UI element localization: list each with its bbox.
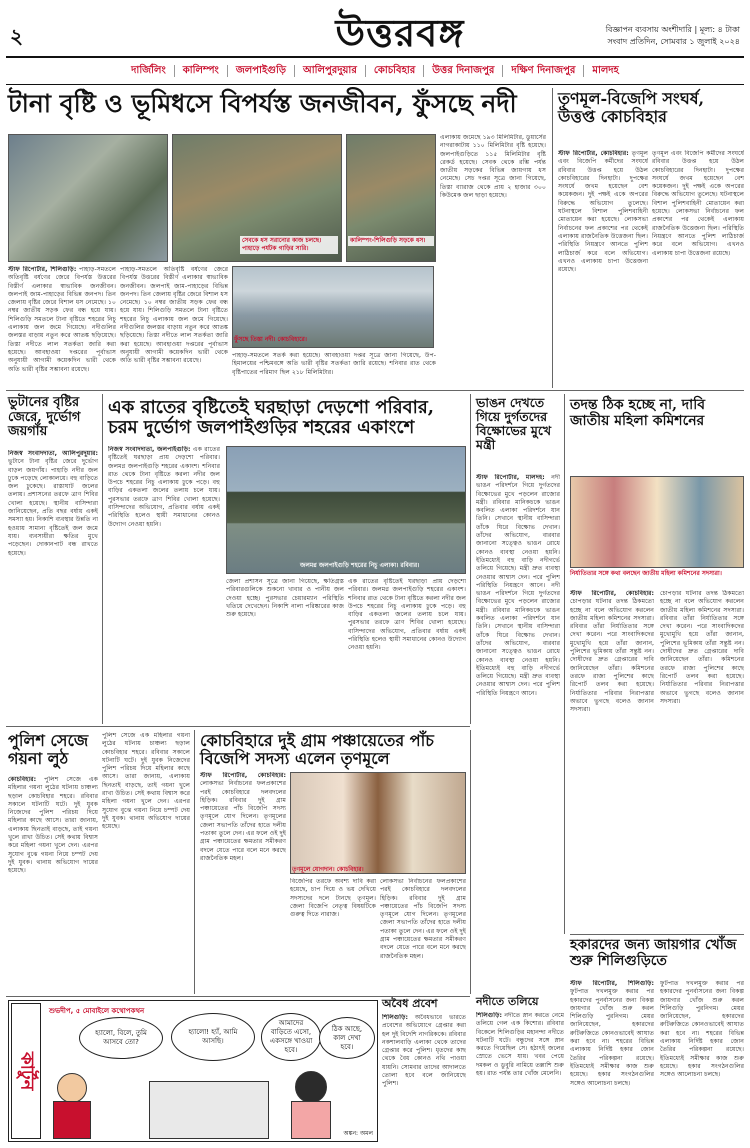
top-info bbox=[606, 24, 740, 48]
nav-item-jalpaiguri[interactable]: জলপাইগুড়ি bbox=[235, 64, 287, 76]
cartoon-strip bbox=[8, 1000, 378, 1142]
column-divider bbox=[194, 730, 195, 994]
column-divider bbox=[102, 394, 103, 724]
police-body-col2: পুলিশ সেজে এক মহিলার গয়না লুঠের ঘটনায় চাঞ্চল্য ছড়াল কোচবিহার শহরে। রবিবার সকালে ঘটনাটি ঘটে। দুই যুবক নিজেদের পুলিশ পরিচয় দিয়ে মহিলার কাছে আসে। তারা জানায়, এলাকায় ছিনতাই বাড়ছে, তাই গয়না খুলে রাখা উচিত। সেই কথায় বিশ্বাস করে মহিলা গয়না খুলে দেন। এরপর সুযোগ বুঝে গয়না নিয়ে চম্পট দেয় দুই যুবক। থানায় অভিযোগ দায়ের হয়েছে। bbox=[102, 732, 190, 831]
nadi-body bbox=[476, 1012, 564, 1142]
district-nav bbox=[0, 60, 750, 82]
bhutan-body-text: ভুটানে টানা বৃষ্টির জেরে দুর্ভোগ বাড়ল জয়গাঁয়। পাহাড়ি নদীর জল ঢুকে পড়েছে লোকালয়ে। বহু বাড়িতে জল ঢুকেছে। রাস্তাঘাট জলের তলায়। প্রশাসনের তরফে ত্রাণ শিবির খোলা হয়েছে। স্থানীয় বাসিন্দারা জানিয়েছেন, প্রতি বছর বর্ষায় একই সমস্যা হয়। নিকাশি ব্যবস্থার উন্নতি না হওয়ায় সামান্য বৃষ্টিতেই জল জমে যায়। ব্যবসায়ীরা ক্ষতির মুখে পড়েছেন। দোকানপাট বন্ধ রাখতে হয়েছে। bbox=[8, 458, 98, 557]
section-rule-3 bbox=[570, 934, 744, 935]
commission-body-col2: চোপড়ার ঘটনার তদন্ত ঠিকমতো হচ্ছে না বলে অভিযোগ করলেন জাতীয় মহিলা কমিশনের সদস্যরা। রবিবার তাঁরা নির্যাতিতার সঙ্গে দেখা করেন। পরে সাংবাদিকদের মুখোমুখি হয়ে তাঁরা জানান, পুলিশের ভূমিকায় তাঁরা সন্তুষ্ট নন। দোষীদের দ্রুত গ্রেপ্তারের দাবি জানিয়েছেন তাঁরা। কমিশনের তরফে রাজ্য পুলিশের কাছে রিপোর্ট তলব করা হয়েছে। নির্যাতিতার পরিবার নিরাপত্তার অভাবে ভুগছে বলেও জানান সদস্যরা। bbox=[660, 590, 744, 705]
police-dateline: কোচবিহার: bbox=[8, 776, 37, 783]
bjp-dateline: স্টাফ রিপোর্টার, কোচবিহার: bbox=[200, 772, 286, 779]
hawkers-body-col2: ফুটপাত দখলমুক্ত করার পর হকারদের পুনর্বাসনের জন্য বিকল্প জায়গার খোঁজ শুরু করল শিলিগুড়ি পুরনিগম। মেয়র জানিয়েছেন, হকারদের রুটিরুজিতে কোনওভাবেই আঘাত করা হবে না। শহরের বিভিন্ন এলাকায় নির্দিষ্ট হকার জোন তৈরির পরিকল্পনা রয়েছে। ইতিমধ্যেই সমীক্ষার কাজ শুরু হয়েছে। হকার সংগঠনগুলির সঙ্গেও আলোচনা চলছে। bbox=[660, 980, 744, 1079]
cartoon-character-2 bbox=[295, 1071, 327, 1103]
minister-body-text-cont: নদী ভাঙন পরিদর্শনে গিয়ে দুর্গতদের বিক্ষোভের মুখে পড়লেন রাজ্যের মন্ত্রী। রবিবার মানিকচকে ভাঙন কবলিত এলাকা পরিদর্শনে যান তিনি। সেখানে স্থানীয় বাসিন্দারা তাঁকে ঘিরে বিক্ষোভ দেখান। তাঁদের অভিযোগ, বারবার জানানো সত্ত্বেও ভাঙন রোধে কোনও ব্যবস্থা নেওয়া হয়নি। ইতিমধ্যেই বহু বাড়ি নদীগর্ভে তলিয়ে গিয়েছে। মন্ত্রী দ্রুত ব্যবস্থা নেওয়ার আশ্বাস দেন। পরে পুলিশ পরিস্থিতি নিয়ন্ত্রণে আনে। bbox=[476, 581, 560, 697]
commission-photo bbox=[570, 476, 744, 568]
info-line-2: সংবাদ প্রতিদিন, সোমবার ১ জুলাই ২০২৪ bbox=[607, 37, 740, 46]
right-top-body-col2: তৃণমূল এবং বিজেপি কর্মীদের সংঘর্ষে রবিবার উত্তপ্ত হয়ে উঠল কোচবিহারের দিনহাটা। দুপক্ষের সংঘর্ষে জখম হয়েছেন বেশ কয়েকজন। দুই পক্ষই একে অপরের বিরুদ্ধে অভিযোগ তুলেছে। ঘটনাস্থলে বিশাল পুলিশবাহিনী মোতায়েন করা হয়েছে। লোকসভা নির্বাচনের ফল প্রকাশের পর থেকেই এলাকায় রাজনৈতিক উত্তেজনা ছিল। পরিস্থিতি নিয়ন্ত্রণে আনতে পুলিশ লাঠিচার্জ করে বলে অভিযোগ। এখনও এলাকায় চাপা উত্তেজনা রয়েছে। bbox=[652, 150, 744, 257]
jalpaiguri-body-col2: জেলা প্রশাসন সূত্রে জানা গিয়েছে, ক্ষতিগ্রস্ত পরিবারগুলিকে শুকনো খাবার ও পানীয় জল দেওয়া হচ্ছে। পুরসভার চেয়ারম্যান পরিস্থিতি খতিয়ে দেখেছেন। নিকাশি নালা পরিষ্কারের কাজ শুরু হয়েছে। bbox=[226, 578, 344, 619]
info-line-1: বিজ্ঞাপন ব্যবসায় অংশীদারি | মূল্য: ৪ টাকা bbox=[605, 25, 740, 34]
jalpaiguri-body: এক রাতের বৃষ্টিতেই ঘরছাড়া প্রায় দেড়শো পরিবার। জলমগ্ন জলপাইগুড়ি শহরের একাংশ। শনিবার রাত থেকে টানা বৃষ্টিতে করলা নদীর জল উপচে শহরের নিচু এলাকায় ঢুকে পড়ে। বহু বাড়ির একতলা জলের তলায় চলে যায়। পুরসভার তরফে ত্রাণ শিবির খোলা হয়েছে। বাসিন্দাদের অভিযোগ, প্রতিবার বর্ষায় একই পরিস্থিতি হলেও স্থায়ী সমাধানের কোনও উদ্যোগ নেওয়া হয়নি। bbox=[108, 446, 220, 528]
hawkers-body: ফুটপাত দখলমুক্ত করার পর হকারদের পুনর্বাসনের জন্য বিকল্প জায়গার খোঁজ শুরু করল শিলিগুড়ি পুরনিগম। মেয়র জানিয়েছেন, হকারদের রুটিরুজিতে কোনওভাবেই আঘাত করা হবে না। শহরের বিভিন্ন এলাকায় নির্দিষ্ট হকার জোন তৈরির পরিকল্পনা রয়েছে। ইতিমধ্যেই সমীক্ষার কাজ শুরু হয়েছে। হকার সংগঠনগুলির সঙ্গেও আলোচনা চলছে। bbox=[570, 988, 654, 1087]
right-top-headline: তৃণমূল-বিজেপি সংঘর্ষ, উত্তপ্ত কোচবিহার bbox=[558, 89, 705, 126]
abaidh-dateline: শিলিগুড়ি: bbox=[382, 1014, 408, 1021]
jalpaiguri-body-col1 bbox=[108, 446, 220, 722]
nav-separator bbox=[502, 65, 503, 77]
minister-dateline: স্টাফ রিপোর্টার, মালদহ: bbox=[476, 474, 545, 481]
hawkers-dateline: স্টাফ রিপোর্টার, শিলিগুড়ি: bbox=[570, 980, 654, 987]
jalpaiguri-photo bbox=[226, 446, 466, 574]
minister-body-text: নদী ভাঙন পরিদর্শনে গিয়ে দুর্গতদের বিক্ষোভের মুখে পড়লেন রাজ্যের মন্ত্রী। রবিবার মানিকচকে ভাঙন কবলিত এলাকা পরিদর্শনে যান তিনি। সেখানে স্থানীয় বাসিন্দারা তাঁকে ঘিরে বিক্ষোভ দেখান। তাঁদের অভিযোগ, বারবার জানানো সত্ত্বেও ভাঙন রোধে কোনও ব্যবস্থা নেওয়া হয়নি। ইতিমধ্যেই বহু বাড়ি নদীগর্ভে তলিয়ে গিয়েছে। মন্ত্রী দ্রুত ব্যবস্থা নেওয়ার আশ্বাস দেন। পরে পুলিশ পরিস্থিতি নিয়ন্ত্রণে আনে। bbox=[476, 474, 560, 589]
masthead: উত্তরবঙ্গ bbox=[335, 10, 465, 55]
bjp-body-col1 bbox=[200, 772, 286, 992]
bhutan-body bbox=[8, 450, 98, 720]
minister-body bbox=[476, 474, 560, 992]
lead-river-caption: ফুঁসছে তিস্তা নদী। কোচবিহারে। bbox=[234, 336, 307, 343]
abaidh-headline: অবৈধ প্রবেশ bbox=[382, 997, 438, 1010]
nav-separator bbox=[294, 65, 295, 77]
jalpaiguri-headline: এক রাতের বৃষ্টিতেই ঘরছাড়া দেড়শো পরিবার, চরম দুর্ভোগ জলপাইগুড়ির শহরের একাংশে bbox=[108, 397, 435, 439]
commission-body: চোপড়ার ঘটনার তদন্ত ঠিকমতো হচ্ছে না বলে অভিযোগ করলেন জাতীয় মহিলা কমিশনের সদস্যরা। রবিবার তাঁরা নির্যাতিতার সঙ্গে দেখা করেন। পরে সাংবাদিকদের মুখোমুখি হয়ে তাঁরা জানান, পুলিশের ভূমিকায় তাঁরা সন্তুষ্ট নন। দোষীদের দ্রুত গ্রেপ্তারের দাবি জানিয়েছেন তাঁরা। কমিশনের তরফে রাজ্য পুলিশের কাছে রিপোর্ট তলব করা হয়েছে। নির্যাতিতার পরিবার নিরাপত্তার অভাবে ভুগছে বলেও জানান সদস্যরা। bbox=[570, 598, 654, 714]
nav-separator bbox=[423, 65, 424, 77]
nav-separator bbox=[583, 65, 584, 77]
cartoon-bubble-4: ঠিক আছে, কাল দেখা হবে। bbox=[319, 1017, 375, 1059]
nav-item-malda[interactable]: মালদহ bbox=[592, 64, 619, 76]
bhutan-headline: ভুটানের বৃষ্টির জেরে, দুর্ভোগ জয়গাঁয় bbox=[8, 395, 81, 440]
section-rule-1 bbox=[6, 390, 744, 391]
right-top-dateline: স্টাফ রিপোর্টার, কোচবিহার: bbox=[558, 150, 629, 157]
cartoon-side-label: কার্টুন bbox=[11, 1003, 41, 1139]
cartoon-body-2 bbox=[291, 1101, 331, 1139]
nav-item-darjeeling[interactable]: দার্জিলিং bbox=[131, 64, 166, 76]
hawkers-headline: হকারদের জন্য জায়গার খোঁজ শুরু শিলিগুড়িতে bbox=[570, 937, 737, 969]
nav-separator bbox=[365, 65, 366, 77]
jalpaiguri-dateline: নিজস্ব সংবাদদাতা, জলপাইগুড়ি: bbox=[108, 446, 191, 453]
nav-item-coochbehar[interactable]: কোচবিহার bbox=[373, 64, 416, 76]
page-number: ২ bbox=[10, 24, 24, 48]
bjp-photo bbox=[290, 772, 466, 874]
masthead-rule bbox=[6, 56, 744, 58]
nav-item-kalimpong[interactable]: কালিম্পং bbox=[182, 64, 219, 76]
bjp-body: লোকসভা নির্বাচনের ফলপ্রকাশের পরই কোচবিহারে দলবদলের হিড়িক। রবিবার দুই গ্রাম পঞ্চায়েতের পাঁচ বিজেপি সদস্য তৃণমূলে যোগ দিলেন। তৃণমূলের জেলা সভাপতি তাঁদের হাতে দলীয় পতাকা তুলে দেন। এর ফলে ওই দুই গ্রাম পঞ্চায়েতের ক্ষমতার সমীকরণ বদলে যেতে পারে বলে মনে করছে রাজনৈতিক মহল। bbox=[200, 780, 286, 862]
cartoon-bubble-3: আমাদের বাড়িতে এসো, একসঙ্গে খাওয়া হবে। bbox=[261, 1013, 321, 1061]
section-rule-2 bbox=[6, 726, 470, 727]
lead-photo-1 bbox=[8, 134, 168, 262]
cartoon-body-1 bbox=[53, 1101, 91, 1139]
cartoon-bubble-2: হ্যালো! হ্যাঁ, আমি আসছি। bbox=[171, 1013, 255, 1061]
minister-headline: ভাঙন দেখতে গিয়ে দুর্গতদের বিক্ষোভের মুখে মন্ত্রী bbox=[476, 395, 552, 452]
jalpaiguri-photo-caption: জলমগ্ন জলপাইগুড়ি শহরের নিচু এলাকা। রবিবার। bbox=[300, 562, 420, 569]
right-top-body: তৃণমূল এবং বিজেপি কর্মীদের সংঘর্ষে রবিবার উত্তপ্ত হয়ে উঠল কোচবিহারের দিনহাটা। দুপক্ষের সংঘর্ষে জখম হয়েছেন বেশ কয়েকজন। দুই পক্ষই একে অপরের বিরুদ্ধে অভিযোগ তুলেছে। ঘটনাস্থলে বিশাল পুলিশবাহিনী মোতায়েন করা হয়েছে। লোকসভা নির্বাচনের ফল প্রকাশের পর থেকেই এলাকায় রাজনৈতিক উত্তেজনা ছিল। পরিস্থিতি নিয়ন্ত্রণে আনতে পুলিশ লাঠিচার্জ করে বলে অভিযোগ। এখনও এলাকায় চাপা উত্তেজনা রয়েছে। bbox=[558, 150, 648, 274]
nav-rule bbox=[6, 84, 744, 85]
lead-dateline: স্টাফ রিপোর্টার, শিলিগুড়ি: bbox=[8, 266, 77, 273]
nav-item-alipurduar[interactable]: আলিপুরদুয়ার bbox=[303, 64, 357, 76]
nadi-dateline: শিলিগুড়ি: bbox=[476, 1012, 502, 1019]
commission-body-col1 bbox=[570, 590, 654, 930]
nav-item-dakshin-dinajpur[interactable]: দক্ষিণ দিনাজপুর bbox=[511, 64, 576, 76]
lead-body: পাহাড়-সমতলে অতিবৃষ্টি বর্ষণের জেরে বিপর্যস্ত উত্তরের বিস্তীর্ণ এলাকার স্বাভাবিক জনজীবন। জলপাই জাম-পাহাড়ের বিভিন্ন জনপদ। তিন জেলায় বৃষ্টির জেরে বিশাল ধস নেমেছে। ১০ নম্বর জাতীয় সড়ক ফের বন্ধ হয়ে যায়। শিলিগুড়ি সমতলে টানা বৃষ্টিতে শহরের নিচু এলাকায় জল জমে গিয়েছে। নদীগুলির জলস্তর বাড়ায় নতুন করে আতঙ্ক ছড়িয়েছে। তিস্তা নদীতে লাল সতর্কতা জারি করা হয়েছে। আবহাওয়া দপ্তরের পূর্বাভাস অনুযায়ী আগামী কয়েকদিন ভারী থেকে অতি ভারী বৃষ্টির সম্ভাবনা রয়েছে। bbox=[8, 266, 116, 373]
column-divider bbox=[552, 88, 553, 388]
police-headline: পুলিশ সেজে গয়না লুঠ bbox=[8, 731, 89, 768]
bjp-headline: কোচবিহারে দুই গ্রাম পঞ্চায়েতের পাঁচ বিজেপি সদস্য এলেন তৃণমূলে bbox=[200, 731, 434, 768]
lead-body-col2: পাহাড়-সমতলে অতিবৃষ্টি বর্ষণের জেরে বিপর্যস্ত উত্তরের বিস্তীর্ণ এলাকার স্বাভাবিক জনজীবন। জলপাই জাম-পাহাড়ের বিভিন্ন জনপদ। তিন জেলায় বৃষ্টির জেরে বিশাল ধস নেমেছে। ১০ নম্বর জাতীয় সড়ক ফের বন্ধ হয়ে যায়। শিলিগুড়ি সমতলে টানা বৃষ্টিতে শহরের নিচু এলাকায় জল জমে গিয়েছে। নদীগুলির জলস্তর বাড়ায় নতুন করে আতঙ্ক ছড়িয়েছে। তিস্তা নদীতে লাল সতর্কতা জারি করা হয়েছে। আবহাওয়া দপ্তরের পূর্বাভাস অনুযায়ী আগামী কয়েকদিন ভারী থেকে অতি ভারী বৃষ্টির সম্ভাবনা রয়েছে। bbox=[120, 266, 228, 365]
cartoon-bubble-1: হ্যালো, বিলে, তুমি আসবে তো? bbox=[79, 1017, 163, 1059]
bjp-body-col2: বিজেপির তরফে অবশ্য দাবি করা হয়েছে, চাপ দিয়ে ও ভয় দেখিয়ে সদস্যদের দলে টানছে তৃণমূল। জেলা বিজেপি নেতৃত্ব বিষয়টিকে গুরুত্ব দিতে নারাজ। bbox=[290, 878, 376, 919]
bjp-body-col3: লোকসভা নির্বাচনের ফলপ্রকাশের পরই কোচবিহারে দলবদলের হিড়িক। রবিবার দুই গ্রাম পঞ্চায়েতের পাঁচ বিজেপি সদস্য তৃণমূলে যোগ দিলেন। তৃণমূলের জেলা সভাপতি তাঁদের হাতে দলীয় পতাকা তুলে দেন। এর ফলে ওই দুই গ্রাম পঞ্চায়েতের ক্ষমতার সমীকরণ বদলে যেতে পারে বলে মনে করছে রাজনৈতিক মহল। bbox=[380, 878, 466, 960]
lead-photo-3-caption: কালিম্পং-শিলিগুড়ি সড়কে ধস। bbox=[348, 236, 434, 246]
right-top-body-col1 bbox=[558, 150, 648, 386]
bjp-caption: তৃণমূলে যোগদান। কোচবিহার। bbox=[292, 866, 364, 873]
police-body: পুলিশ সেজে এক মহিলার গয়না লুঠের ঘটনায় চাঞ্চল্য ছড়াল কোচবিহার শহরে। রবিবার সকালে ঘটনাটি ঘটে। দুই যুবক নিজেদের পুলিশ পরিচয় দিয়ে মহিলার কাছে আসে। তারা জানায়, এলাকায় ছিনতাই বাড়ছে, তাই গয়না খুলে রাখা উচিত। সেই কথায় বিশ্বাস করে মহিলা গয়না খুলে দেন। এরপর সুযোগ বুঝে গয়না নিয়ে চম্পট দেয় দুই যুবক। থানায় অভিযোগ দায়ের হয়েছে। bbox=[8, 776, 98, 875]
column-divider bbox=[564, 394, 565, 934]
column-divider bbox=[470, 394, 471, 724]
nav-separator bbox=[174, 65, 175, 77]
bhutan-dateline: নিজস্ব সংবাদদাতা, আলিপুরদুয়ার: bbox=[8, 450, 98, 457]
nav-item-uttar-dinajpur[interactable]: উত্তর দিনাজপুর bbox=[432, 64, 495, 76]
abaidh-body bbox=[382, 1014, 466, 1142]
commission-headline: তদন্ত ঠিক হচ্ছে না, দাবি জাতীয় মহিলা কমিশনের bbox=[570, 397, 706, 429]
lead-body-col1 bbox=[8, 266, 116, 386]
lead-photo-2-caption: সেবকে ধস সরানোর কাজ চলছে। পাহাড়ে পর্যটক গাড়ির সারি। bbox=[240, 236, 338, 254]
commission-caption: নির্যাতিতার সঙ্গে কথা বলছেন জাতীয় মহিলা কমিশনের সদস্যরা। bbox=[570, 570, 722, 577]
lead-body-col3: এলাকায় জমেছে ১৯৩ মিলিমিটার, ডুয়ার্সের নাগরাকাটায় ১১০ মিলিমিটার বৃষ্টি হয়েছে। জলপাইগুড়িতে ১১৫ মিলিমিটার বৃষ্টি রেকর্ড হয়েছে। সেবক থেকে রম্ভি পর্যন্ত জাতীয় সড়কের বিভিন্ন জায়গায় ধস নেমেছে। সেচ দপ্তর সূত্রে জানা গিয়েছে, তিস্তা ব্যারাজ থেকে প্রায় ২ হাজার ৩০০ কিউমেক জল ছাড়া হয়েছে। bbox=[440, 134, 546, 200]
nadi-headline: নদীতে তলিয়ে bbox=[476, 995, 539, 1008]
cartoon-room bbox=[149, 1081, 269, 1139]
commission-dateline: স্টাফ রিপোর্টার, কোচবিহার: bbox=[570, 590, 654, 597]
cartoon-credit: অঙ্কন: অমল bbox=[343, 1130, 373, 1137]
nav-separator bbox=[227, 65, 228, 77]
column-divider bbox=[470, 730, 471, 994]
lead-body-col4: পাহাড়-সমতলে সতর্ক করা হয়েছে। আবহাওয়া দপ্তর সূত্রে জানা গিয়েছে, উপ-হিমালয়ের পশ্চিমবঙ্গে অতি ভারী বৃষ্টির সতর্কতা জারি রয়েছে। শনিবার রাত থেকে বৃষ্টিপাতের পরিমাণ ছিল ২১৮ মিলিমিটার। bbox=[232, 352, 436, 376]
police-body-col1 bbox=[8, 776, 98, 992]
jalpaiguri-body-col3: এক রাতের বৃষ্টিতেই ঘরছাড়া প্রায় দেড়শো পরিবার। জলমগ্ন জলপাইগুড়ি শহরের একাংশ। শনিবার রাত থেকে টানা বৃষ্টিতে করলা নদীর জল উপচে শহরের নিচু এলাকায় ঢুকে পড়ে। বহু বাড়ির একতলা জলের তলায় চলে যায়। পুরসভার তরফে ত্রাণ শিবির খোলা হয়েছে। বাসিন্দাদের অভিযোগ, প্রতিবার বর্ষায় একই পরিস্থিতি হলেও স্থায়ী সমাধানের কোনও উদ্যোগ নেওয়া হয়নি। bbox=[348, 578, 466, 652]
cartoon-caption: শুভদীপ, ৫ মোবাইলে কথোপকথন bbox=[49, 1007, 145, 1015]
abaidh-body-text: অবৈধভাবে ভারতে প্রবেশের অভিযোগে গ্রেপ্তার করা হল দুই বিদেশি নাগরিককে। রবিবার নকশালবাড়ি এলাকা থেকে তাদের গ্রেপ্তার করে পুলিশ। ধৃতদের কাছ থেকে বৈধ কোনও নথি পাওয়া যায়নি। সোমবার তাদের আদালতে তোলা হবে বলে জানিয়েছে পুলিশ। bbox=[382, 1014, 466, 1088]
cartoon-character-1 bbox=[57, 1073, 87, 1103]
hawkers-body-col1 bbox=[570, 980, 654, 1140]
nadi-body-text: নদীতে স্নান করতে নেমে তলিয়ে গেল এক কিশোর। রবিবার বিকেলে শিলিগুড়ির মহানন্দা নদীতে ঘটনাটি ঘটে। বন্ধুদের সঙ্গে স্নান করতে গিয়েছিল সে। হঠাৎই জলের স্রোতে ভেসে যায়। খবর পেয়ে দমকল ও ডুবুরি নামিয়ে তল্লাশি শুরু হয়। রাত পর্যন্ত তার খোঁজ মেলেনি। bbox=[476, 1012, 564, 1078]
lead-headline: টানা বৃষ্টি ও ভূমিধসে বিপর্যস্ত জনজীবন, ফুঁসছে নদী bbox=[8, 89, 517, 118]
